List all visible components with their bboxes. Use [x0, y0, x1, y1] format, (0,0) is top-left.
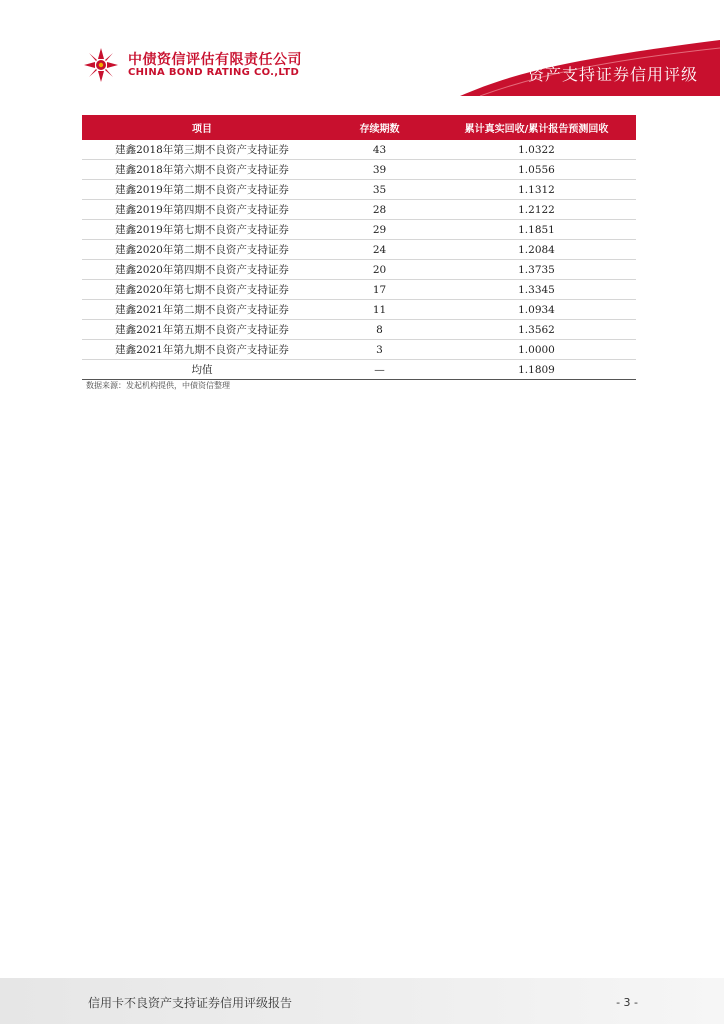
cell-project: 建鑫2020年第七期不良资产支持证券 — [82, 280, 322, 300]
page-number: - 3 - — [616, 996, 638, 1009]
cell-periods: 17 — [322, 280, 437, 300]
cell-periods: 8 — [322, 320, 437, 340]
cell-project: 均值 — [82, 360, 322, 380]
cell-periods: 35 — [322, 180, 437, 200]
cell-ratio: 1.2122 — [437, 200, 636, 220]
table-row — [82, 260, 636, 280]
company-name-cn: 中债资信评估有限责任公司 — [128, 52, 302, 68]
cell-periods: 29 — [322, 220, 437, 240]
header-periods: 存续期数 — [322, 115, 437, 140]
company-name-en: CHINA BOND RATING CO.,LTD — [128, 67, 300, 78]
cell-ratio: 1.0934 — [437, 300, 636, 320]
cell-project: 建鑫2020年第二期不良资产支持证券 — [82, 240, 322, 260]
cell-ratio: 1.0556 — [437, 160, 636, 180]
cell-project: 建鑫2021年第二期不良资产支持证券 — [82, 300, 322, 320]
recovery-table — [82, 115, 636, 380]
cell-periods: 11 — [322, 300, 437, 320]
cell-project: 建鑫2019年第七期不良资产支持证券 — [82, 220, 322, 240]
cell-project: 建鑫2021年第五期不良资产支持证券 — [82, 320, 322, 340]
cell-ratio: 1.3735 — [437, 260, 636, 280]
company-logo-icon — [84, 48, 118, 82]
cell-project: 建鑫2019年第二期不良资产支持证券 — [82, 180, 322, 200]
cell-ratio: 1.1312 — [437, 180, 636, 200]
cell-project: 建鑫2018年第六期不良资产支持证券 — [82, 160, 322, 180]
table-row — [82, 240, 636, 260]
table-row-average — [82, 360, 636, 380]
cell-ratio: 1.3345 — [437, 280, 636, 300]
cell-project: 建鑫2021年第九期不良资产支持证券 — [82, 340, 322, 360]
table-row — [82, 200, 636, 220]
header-recovery-ratio: 累计真实回收/累计报告预测回收 — [437, 115, 636, 140]
table-row — [82, 340, 636, 360]
cell-ratio: 1.2084 — [437, 240, 636, 260]
table-header-row — [82, 115, 636, 140]
cell-periods: 39 — [322, 160, 437, 180]
cell-periods: 20 — [322, 260, 437, 280]
banner-title: 资产支持证券信用评级 — [527, 65, 698, 84]
table-row — [82, 160, 636, 180]
cell-ratio: 1.0000 — [437, 340, 636, 360]
table-row — [82, 180, 636, 200]
cell-periods: 28 — [322, 200, 437, 220]
cell-periods: 43 — [322, 140, 437, 160]
page-header — [0, 0, 724, 100]
cell-ratio: 1.0322 — [437, 140, 636, 160]
table-row — [82, 220, 636, 240]
cell-project: 建鑫2019年第四期不良资产支持证券 — [82, 200, 322, 220]
source-note: 数据来源：发起机构提供，中债资信整理 — [86, 381, 230, 390]
cell-project: 建鑫2020年第四期不良资产支持证券 — [82, 260, 322, 280]
cell-project: 建鑫2018年第三期不良资产支持证券 — [82, 140, 322, 160]
table-row — [82, 300, 636, 320]
table-row — [82, 320, 636, 340]
table-row — [82, 280, 636, 300]
header-project: 项目 — [82, 115, 322, 140]
cell-periods: 3 — [322, 340, 437, 360]
cell-ratio: 1.3562 — [437, 320, 636, 340]
cell-periods: — — [322, 360, 437, 380]
cell-ratio: 1.1809 — [437, 360, 636, 380]
table-row — [82, 140, 636, 160]
cell-periods: 24 — [322, 240, 437, 260]
footer-title: 信用卡不良资产支持证券信用评级报告 — [88, 996, 293, 1010]
cell-ratio: 1.1851 — [437, 220, 636, 240]
